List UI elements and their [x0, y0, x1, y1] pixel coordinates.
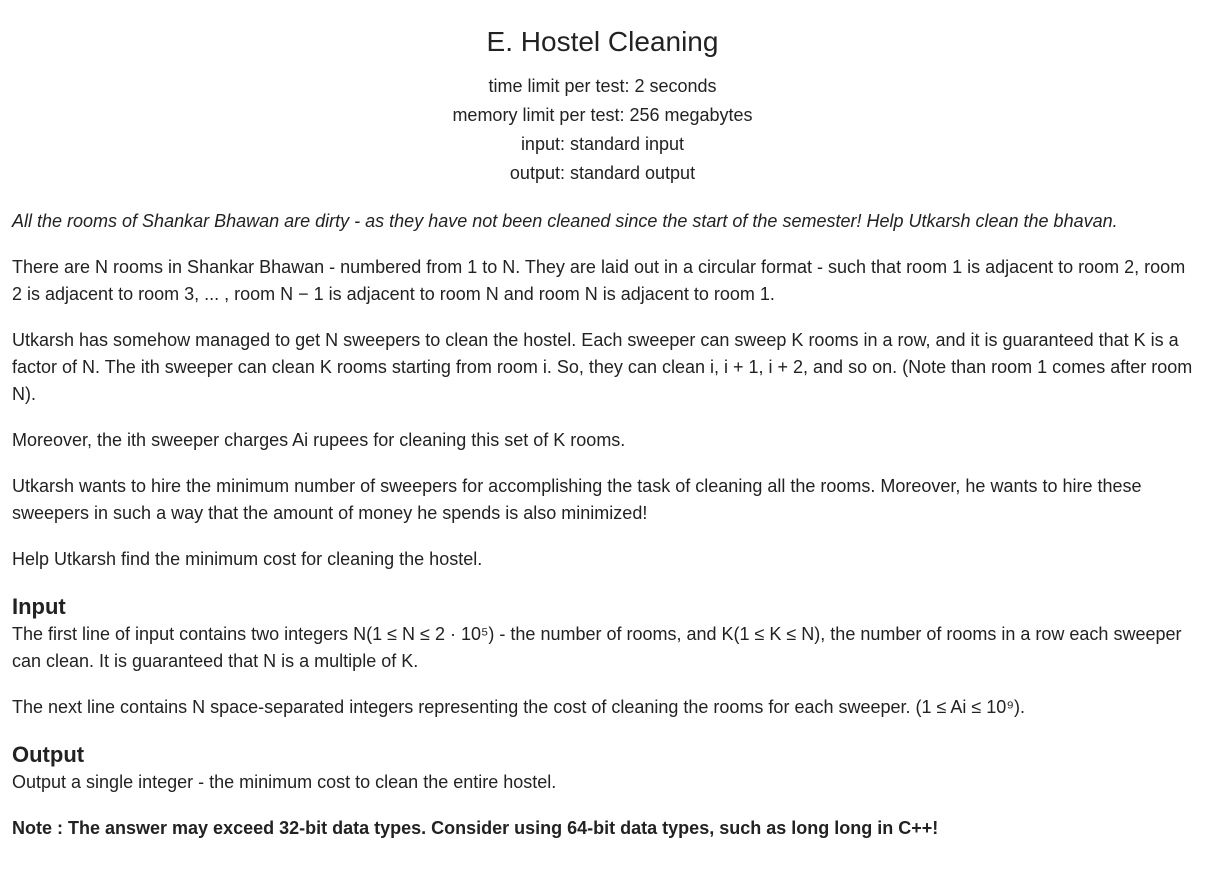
problem-header — [12, 0, 1193, 188]
input-heading: Input — [12, 594, 66, 619]
statement-paragraph-2: Utkarsh has somehow managed to get N sweepers to clean the hostel. Each sweeper can sweep K rooms in a row, and it is guaranteed that K is a factor of N. The ith sweeper can clean K rooms starting from room i. So, they can clean i, i + 1, i + 2, and so on. (Note than room 1 comes after room N). — [12, 330, 1193, 404]
time-limit: time limit per test: 2 seconds — [488, 76, 717, 96]
note-paragraph: Note : The answer may exceed 32-bit data types. Consider using 64-bit data types, such as long long in C++! — [12, 818, 939, 838]
output-heading: Output — [12, 742, 85, 767]
input-paragraph-1: The first line of input contains two integers N(1 ≤ N ≤ 2 · 10⁵) - the number of rooms, and K(1 ≤ K ≤ N), the number of rooms in a row each sweeper can clean. It is guaranteed that N is a multiple of K. — [12, 624, 1182, 671]
intro-paragraph: All the rooms of Shankar Bhawan are dirty - as they have not been cleaned since the start of the semester! Help Utkarsh clean the bhavan. — [12, 211, 1118, 231]
input-file: input: standard input — [520, 134, 685, 154]
output-file: output: standard output — [509, 163, 696, 183]
statement-paragraph-3: Moreover, the ith sweeper charges Ai rupees for cleaning this set of K rooms. — [12, 430, 626, 450]
input-paragraph-2: The next line contains N space-separated integers representing the cost of cleaning the rooms for each sweeper. (1 ≤ Ai ≤ 10⁹). — [12, 697, 1026, 717]
problem-title: E. Hostel Cleaning — [486, 26, 719, 57]
memory-limit: memory limit per test: 256 megabytes — [452, 105, 753, 125]
statement-paragraph-5: Help Utkarsh find the minimum cost for cleaning the hostel. — [12, 549, 483, 569]
output-paragraph: Output a single integer - the minimum cost to clean the entire hostel. — [12, 772, 557, 792]
statement-paragraph-4: Utkarsh wants to hire the minimum number of sweepers for accomplishing the task of cleaning all the rooms. Moreover, he wants to hire these sweepers in such a way that the amount of money he spends is also minimized! — [12, 476, 1142, 523]
statement-paragraph-1: There are N rooms in Shankar Bhawan - numbered from 1 to N. They are laid out in a circular format - such that room 1 is adjacent to room 2, room 2 is adjacent to room 3, ... , room N − 1 is adjacent to room N and room N is adjacent to room 1. — [12, 257, 1186, 304]
